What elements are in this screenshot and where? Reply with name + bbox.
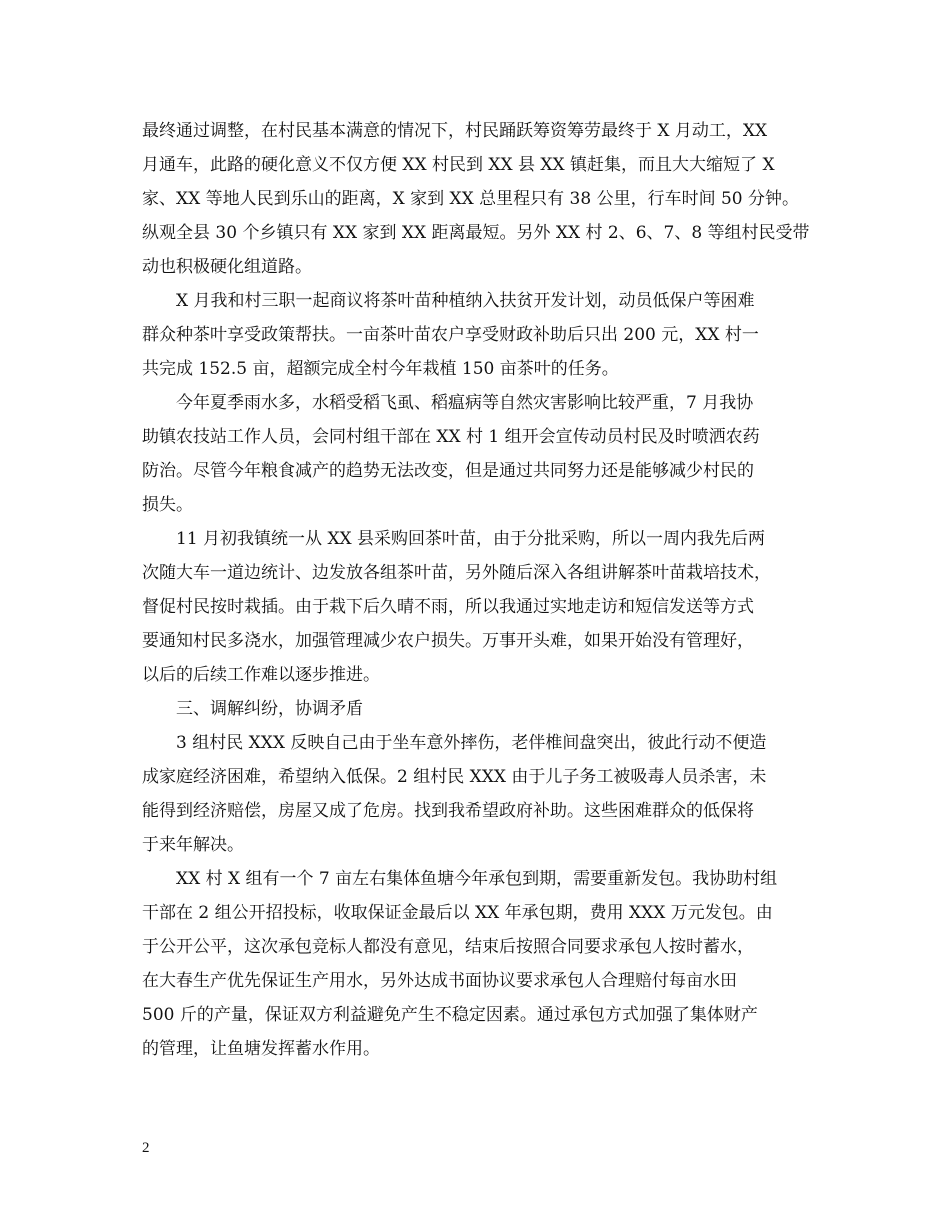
text-line: 损失。 [142, 495, 193, 515]
text-line: 三、调解纠纷，协调矛盾 [176, 699, 363, 719]
text-line: 群众种茶叶享受政策帮扶。一亩茶叶苗农户享受财政补助后只出 200 元，XX 村一 [142, 325, 759, 345]
text-line: X 月我和村三职一起商议将茶叶苗种植纳入扶贫开发计划，动员低保户等困难 [176, 291, 755, 311]
document-body [142, 114, 832, 1066]
text-line: 干部在 2 组公开招投标，收取保证金最后以 XX 年承包期，费用 XXX 万元发包。由 [142, 903, 773, 923]
text-line: XX 村 X 组有一个 7 亩左右集体鱼塘今年承包到期，需要重新发包。我协助村组 [176, 869, 778, 889]
text-line: 月通车，此路的硬化意义不仅方便 XX 村民到 XX 县 XX 镇赶集，而且大大缩短了 X [142, 155, 775, 175]
text-line: 11 月初我镇统一从 XX 县采购回茶叶苗，由于分批采购，所以一周内我先后两 [176, 529, 766, 549]
text-line: 500 斤的产量，保证双方利益避免产生不稳定因素。通过承包方式加强了集体财产 [142, 1005, 758, 1025]
text-line: 最终通过调整，在村民基本满意的情况下，村民踊跃筹资筹劳最终于 X 月动工，XX [142, 121, 768, 141]
text-line: 今年夏季雨水多，水稻受稻飞虱、稻瘟病等自然灾害影响比较严重，7 月我协 [176, 393, 754, 413]
text-line: 于来年解决。 [142, 835, 244, 855]
text-line: 防治。尽管今年粮食减产的趋势无法改变，但是通过共同努力还是能够减少村民的 [142, 461, 754, 481]
text-line: 以后的后续工作难以逐步推进。 [142, 665, 380, 685]
text-line: 纵观全县 30 个乡镇只有 XX 家到 XX 距离最短。另外 XX 村 2、6、7、8 等组村民受带 [142, 223, 810, 243]
text-line: 要通知村民多浇水，加强管理减少农户损失。万事开头难，如果开始没有管理好， [142, 631, 754, 651]
text-line: 在大春生产优先保证生产用水，另外达成书面协议要求承包人合理赔付每亩水田 [142, 971, 737, 991]
text-line: 于公开公平，这次承包竞标人都没有意见，结束后按照合同要求承包人按时蓄水， [142, 937, 754, 957]
text-line: 次随大车一道边统计、边发放各组茶叶苗，另外随后深入各组讲解茶叶苗栽培技术， [142, 563, 771, 583]
text-line: 成家庭经济困难，希望纳入低保。2 组村民 XXX 由于儿子务工被吸毒人员杀害，未 [142, 767, 767, 787]
text-line: 的管理，让鱼塘发挥蓄水作用。 [142, 1039, 380, 1059]
text-line: 督促村民按时栽插。由于栽下后久晴不雨，所以我通过实地走访和短信发送等方式 [142, 597, 754, 617]
text-line: 共完成 152.5 亩，超额完成全村今年栽植 150 亩茶叶的任务。 [142, 359, 619, 379]
page-number: 2 [142, 1140, 150, 1156]
text-line: 3 组村民 XXX 反映自己由于坐车意外摔伤，老伴椎间盘突出，彼此行动不便造 [176, 733, 767, 753]
text-line: 能得到经济赔偿，房屋又成了危房。找到我希望政府补助。这些困难群众的低保将 [142, 801, 754, 821]
text-line: 动也积极硬化组道路。 [142, 257, 312, 277]
text-line: 助镇农技站工作人员，会同村组干部在 XX 村 1 组开会宣传动员村民及时喷洒农药 [142, 427, 760, 447]
text-line: 家、XX 等地人民到乐山的距离，X 家到 XX 总里程只有 38 公里，行车时间 50 分钟。 [142, 189, 800, 209]
